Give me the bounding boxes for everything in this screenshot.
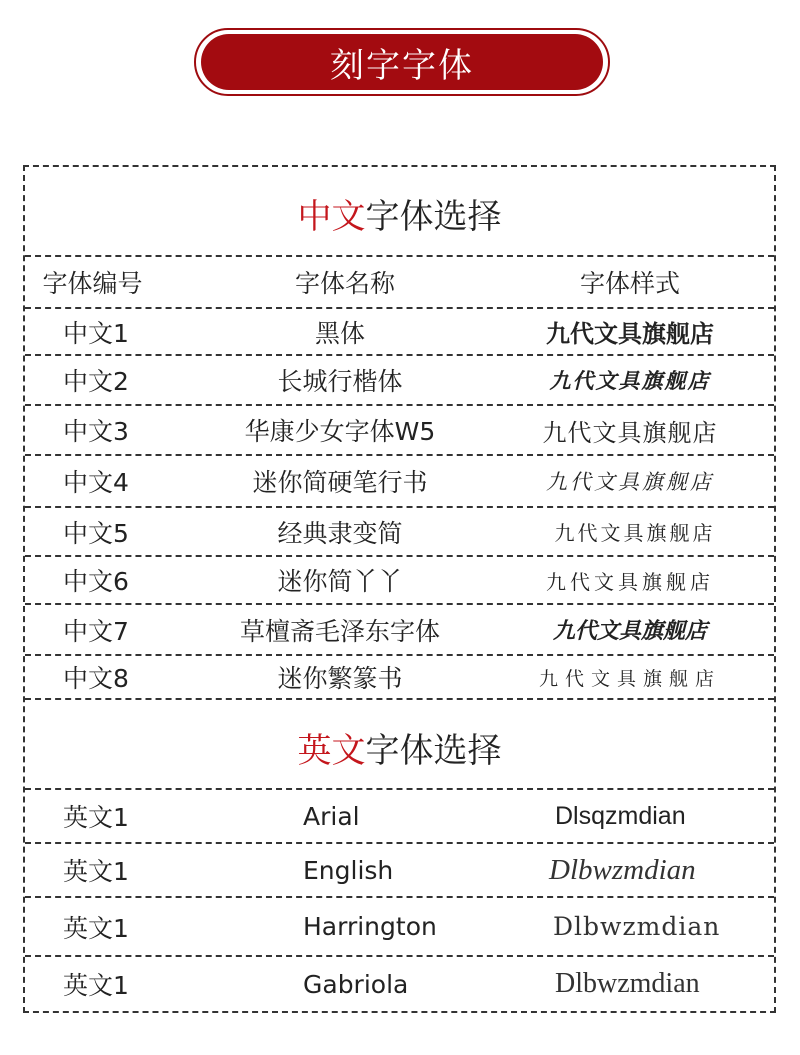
font-name: Harrington: [303, 912, 437, 941]
font-name: 华康少女字体W5: [244, 417, 436, 446]
table-row: [25, 656, 774, 698]
font-id: 中文1: [63, 318, 129, 348]
table-row: [25, 406, 774, 454]
font-id: 中文7: [63, 616, 129, 646]
font-name: Gabriola: [303, 969, 409, 999]
table-row: [25, 605, 774, 654]
table-row: [25, 790, 774, 842]
font-name: 草檀斋毛泽东字体: [239, 616, 440, 646]
table-row: [25, 844, 774, 896]
font-id: 英文1: [63, 857, 129, 886]
header-font-id: 字体编号: [42, 269, 143, 298]
chinese-title-rest: 字体选择: [365, 197, 502, 237]
font-sample: Dlsqzmdian: [555, 801, 686, 830]
table-row: [25, 456, 774, 506]
font-name: 黑体: [314, 318, 365, 348]
font-table: [23, 165, 776, 1013]
font-name: 迷你简硬笔行书: [252, 468, 428, 497]
font-id: 中文8: [63, 664, 129, 693]
banner-title: 刻字字体: [201, 34, 603, 90]
font-id: 中文5: [63, 518, 129, 548]
header-row: [25, 257, 774, 307]
english-title-rest: 字体选择: [365, 731, 502, 771]
font-name: 迷你繁篆书: [277, 664, 403, 693]
font-id: 英文1: [63, 803, 129, 832]
table-row: [25, 957, 774, 1011]
table-row: [25, 508, 774, 555]
font-name: 长城行楷体: [277, 367, 403, 396]
font-id: 中文4: [63, 468, 129, 497]
english-section-title: [25, 723, 774, 772]
header-font-style: 字体样式: [579, 269, 680, 298]
chinese-title-accent: 中文: [297, 197, 366, 237]
table-row: [25, 309, 774, 354]
font-name: Arial: [303, 801, 360, 831]
font-sample: 九代文具旗舰店: [549, 368, 711, 393]
font-name: English: [303, 855, 394, 885]
font-sample: 九代文具旗舰店: [538, 667, 721, 690]
title-banner: [194, 28, 610, 96]
chinese-section-title: [25, 189, 774, 238]
font-id: 中文2: [63, 367, 129, 396]
font-sample: 九代文具旗舰店: [542, 418, 718, 447]
font-sample: Dlbwzmdian: [555, 968, 700, 999]
divider: [25, 698, 774, 700]
font-sample: 九代文具旗舰店: [546, 569, 714, 594]
table-row: [25, 356, 774, 404]
table-row: [25, 898, 774, 955]
font-sample: 九代文具旗舰店: [552, 618, 707, 644]
font-sample: 九代文具旗舰店: [546, 470, 714, 494]
table-row: [25, 557, 774, 603]
font-sample: Dlbwzmdian: [549, 853, 696, 886]
font-id: 英文1: [63, 913, 129, 943]
font-id: 中文6: [63, 567, 129, 596]
font-id: 中文3: [63, 417, 129, 446]
font-name: 经典隶变简: [277, 518, 403, 548]
font-sample: 九代文具旗舰店: [554, 521, 716, 545]
header-font-name: 字体名称: [294, 269, 395, 298]
english-title-accent: 英文: [297, 731, 366, 771]
font-sample: 九代文具旗舰店: [546, 320, 714, 348]
font-sample: Dlbwzmdian: [553, 912, 721, 941]
font-id: 英文1: [63, 971, 129, 1000]
font-name: 迷你简丫丫: [277, 567, 403, 596]
